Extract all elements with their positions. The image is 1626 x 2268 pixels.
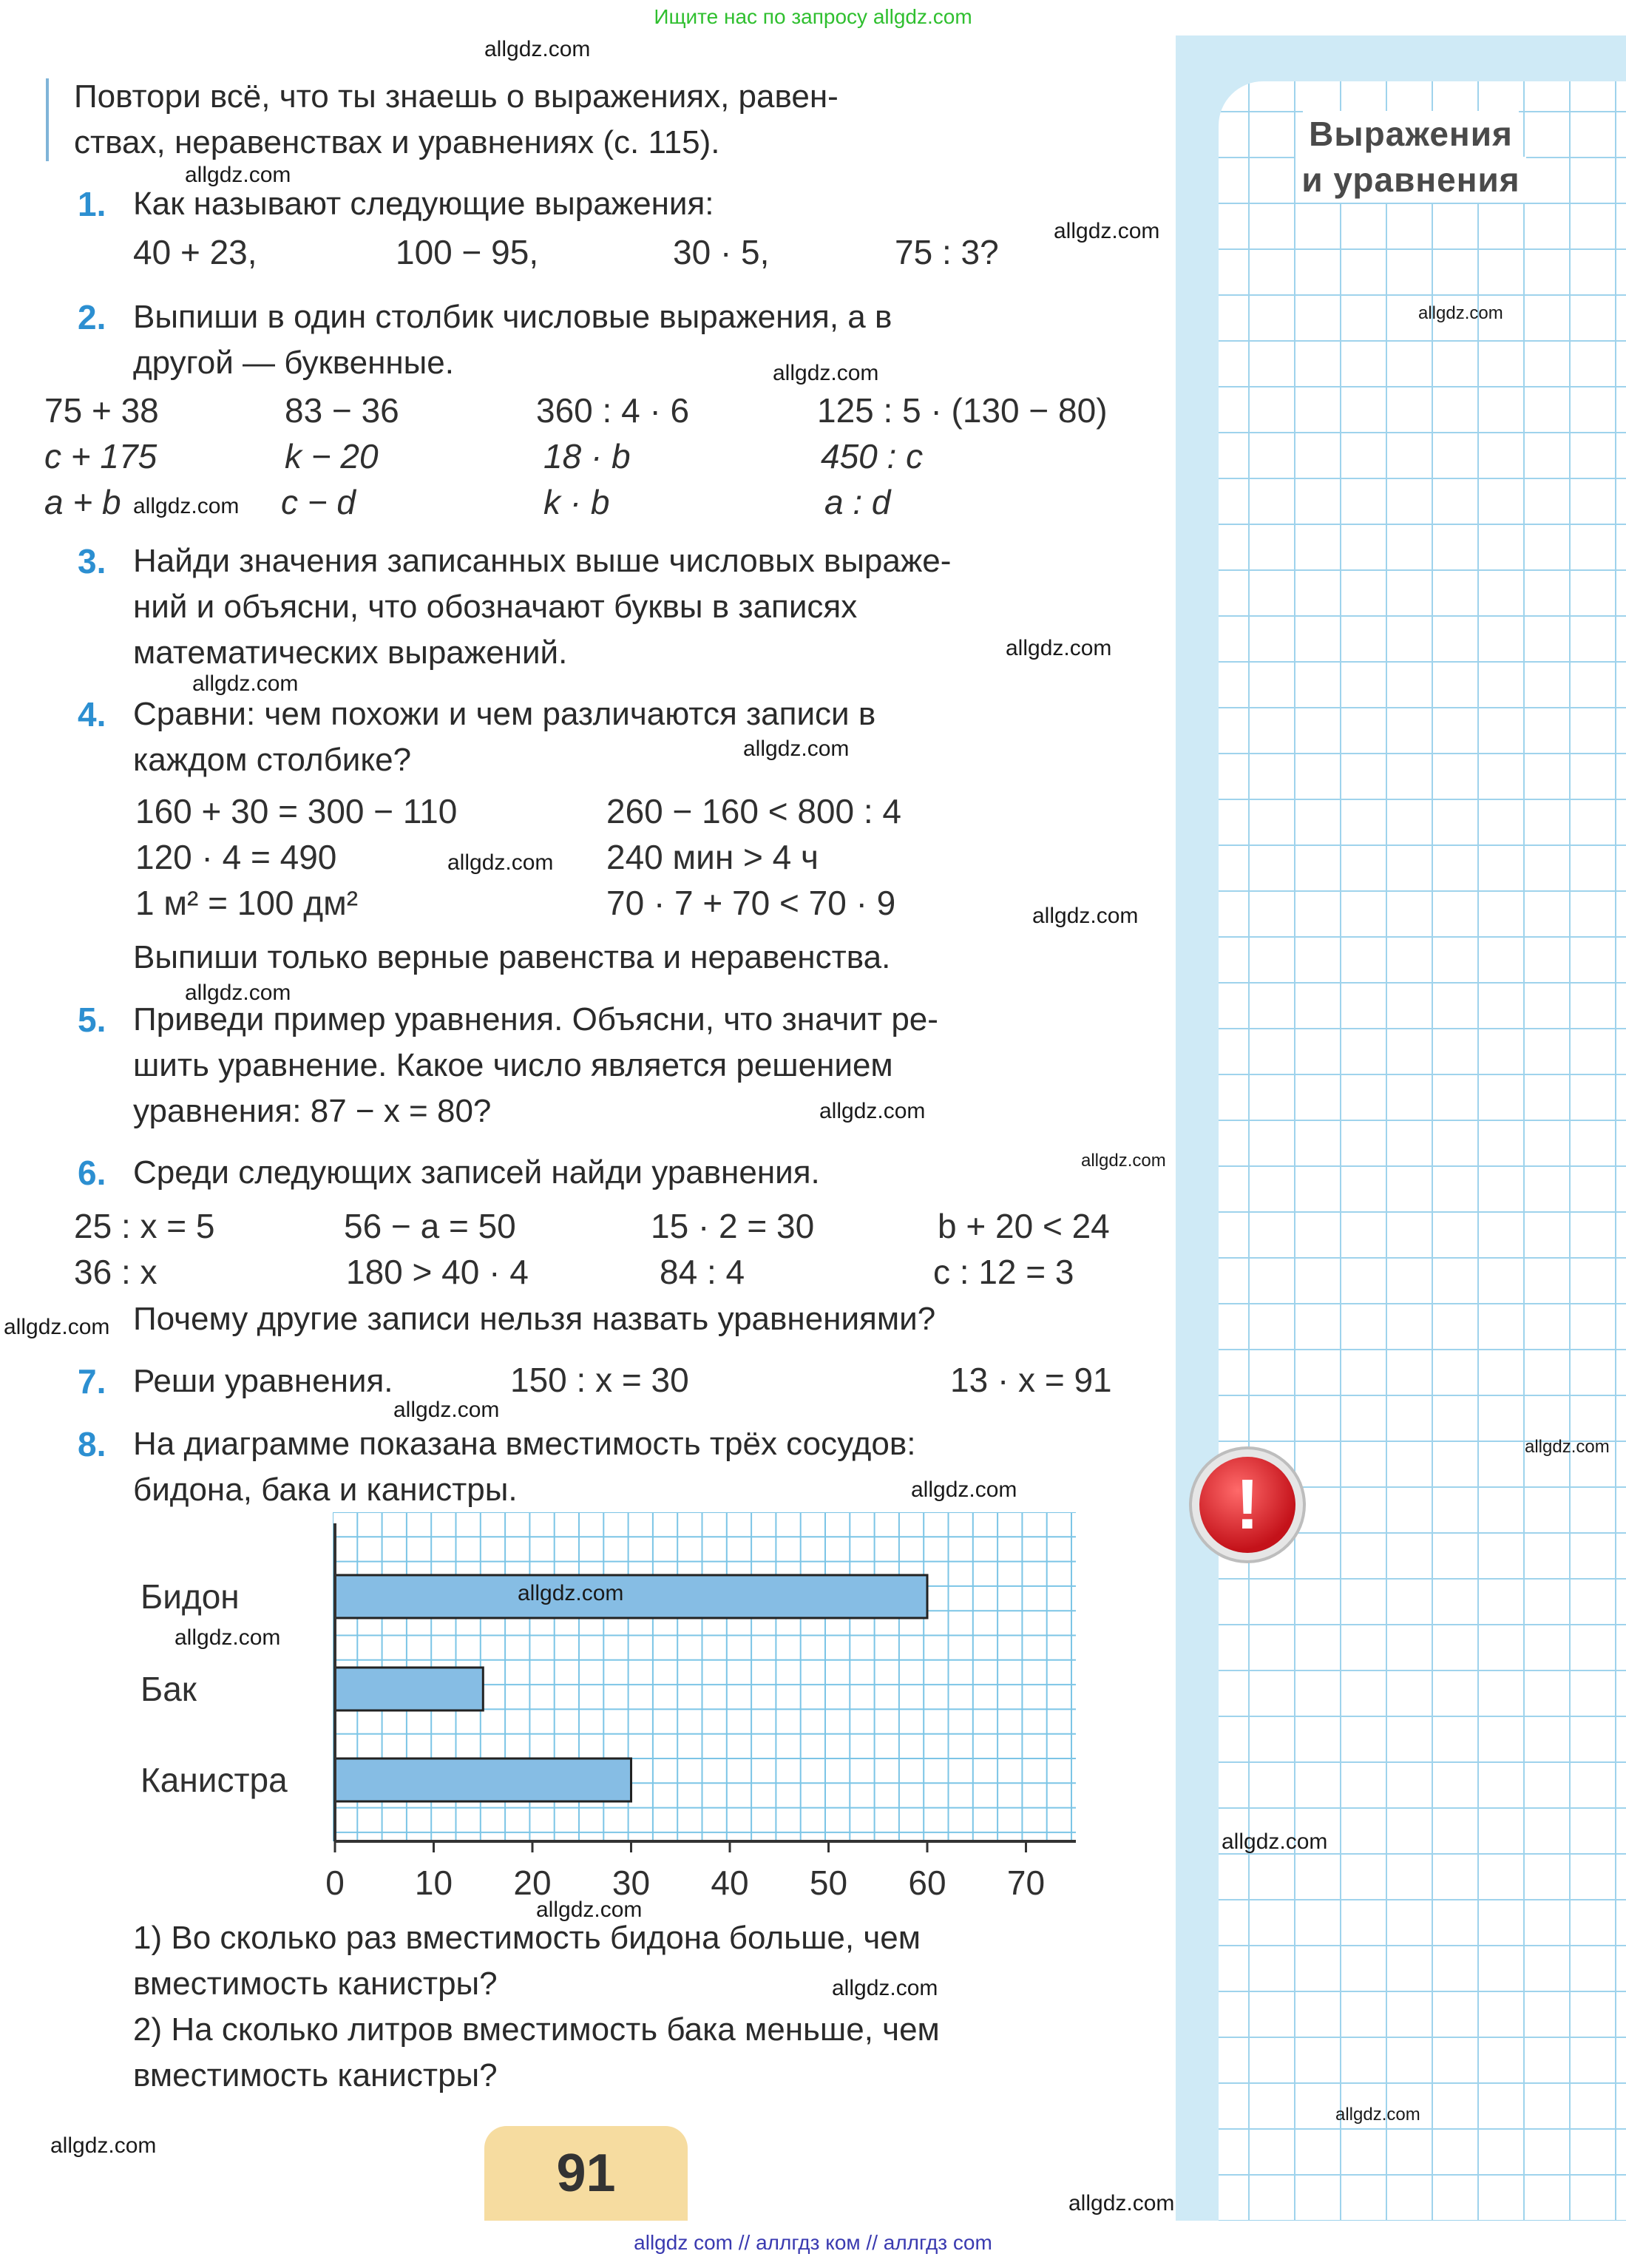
- task-text-line1: Выпиши в один столбик числовые выражения, а в: [133, 299, 892, 335]
- watermark: allgdz.com: [447, 850, 554, 875]
- comparison: 260 − 160 < 800 : 4: [606, 792, 902, 830]
- comparison: 240 мин > 4 ч: [606, 838, 819, 876]
- task-text-line1: Найди значения записанных выше числовых выраже-: [133, 543, 952, 579]
- watermark: allgdz.com: [133, 494, 240, 518]
- page-number: 91: [484, 2126, 688, 2230]
- top-banner: Ищите нас по запросу allgdz.com: [0, 0, 1626, 35]
- task-number: 2.: [78, 298, 106, 336]
- x-tick-label: 0: [325, 1864, 345, 1902]
- task-number: 4.: [78, 695, 106, 734]
- watermark: allgdz.com: [1032, 904, 1139, 928]
- section-title-line1: Выражения: [1303, 111, 1519, 157]
- x-tick-label: 70: [1006, 1864, 1046, 1902]
- capacity-bar-chart: [333, 1512, 1076, 1864]
- watermark: allgdz.com: [1525, 1437, 1610, 1457]
- expr: 40 + 23,: [133, 233, 257, 271]
- warning-symbol: !: [1236, 1465, 1259, 1544]
- expr: a + b: [44, 483, 121, 521]
- watermark: allgdz.com: [911, 1477, 1017, 1502]
- question-2-line2: вместимость канистры?: [133, 2057, 498, 2093]
- expr: 360 : 4 · 6: [536, 391, 690, 430]
- watermark: allgdz.com: [4, 1315, 110, 1339]
- expr: 83 − 36: [285, 391, 399, 430]
- expr: k − 20: [285, 437, 379, 475]
- equation: 13 · x = 91: [950, 1361, 1112, 1399]
- section-title-line2: и уравнения: [1295, 157, 1525, 203]
- watermark: allgdz.com: [1068, 2191, 1175, 2215]
- watermark: allgdz.com: [393, 1398, 500, 1422]
- task-text-line1: Сравни: чем похожи и чем различаются записи в: [133, 696, 876, 732]
- task-text: Среди следующих записей найди уравнения.: [133, 1154, 820, 1191]
- bar-1: [335, 1575, 927, 1618]
- record: 25 : x = 5: [74, 1207, 215, 1245]
- equation: 150 : x = 30: [510, 1361, 689, 1399]
- watermark: allgdz.com: [1054, 219, 1160, 243]
- expr: 75 + 38: [44, 391, 159, 430]
- watermark: allgdz.com: [185, 163, 291, 187]
- x-tick-label: 50: [809, 1864, 848, 1902]
- question-2-line1: 2) На сколько литров вместимость бака меньше, чем: [133, 2011, 940, 2048]
- bar-3: [335, 1758, 631, 1801]
- watermark: allgdz.com: [484, 37, 591, 61]
- expr: 125 : 5 · (130 − 80): [817, 391, 1108, 430]
- watermark: allgdz.com: [1335, 2105, 1420, 2125]
- question-1-line2: вместимость канистры?: [133, 1966, 498, 2002]
- watermark: allgdz.com: [518, 1581, 624, 1605]
- watermark: allgdz.com: [50, 2133, 157, 2158]
- task-text-line1: На диаграмме показана вместимость трёх сосудов:: [133, 1426, 916, 1462]
- watermark: allgdz.com: [185, 981, 291, 1005]
- category-label: Бидон: [140, 1577, 240, 1616]
- task-number: 5.: [78, 1001, 106, 1039]
- record: 180 > 40 · 4: [346, 1253, 529, 1291]
- expr: 75 : 3?: [895, 233, 999, 271]
- expr: c − d: [281, 483, 356, 521]
- x-tick-label: 20: [513, 1864, 552, 1902]
- watermark: allgdz.com: [773, 361, 879, 385]
- task-text-line2: шить уравнение. Какое число является решением: [133, 1047, 893, 1083]
- expr: 450 : c: [821, 437, 924, 475]
- question-1-line1: 1) Во сколько раз вместимость бидона больше, чем: [133, 1920, 921, 1956]
- expr: 100 − 95,: [396, 233, 539, 271]
- task-text-line2: бидона, бака и канистры.: [133, 1472, 518, 1508]
- comparison: 1 м² = 100 дм²: [135, 884, 359, 922]
- bar-2: [335, 1668, 483, 1710]
- intro-line1: Повтори всё, что ты знаешь о выражениях, равен-: [74, 78, 839, 115]
- watermark: allgdz.com: [192, 671, 299, 696]
- x-tick-label: 30: [612, 1864, 651, 1902]
- expr: 18 · b: [543, 437, 631, 475]
- watermark: allgdz.com: [819, 1099, 926, 1123]
- task-number: 7.: [78, 1362, 106, 1401]
- task-text: Как называют следующие выражения:: [133, 186, 714, 222]
- task-text-line3: математических выражений.: [133, 634, 568, 671]
- bottom-banner: allgdz com // аллгдз ком // аллгдз com: [0, 2221, 1626, 2268]
- chart-bars: [335, 1575, 927, 1801]
- task-text-line1: Приведи пример уравнения. Объясни, что значит ре-: [133, 1001, 938, 1037]
- record: 15 · 2 = 30: [651, 1207, 815, 1245]
- side-grid: [1219, 81, 1626, 2221]
- task-6-footer: Почему другие записи нельзя назвать уравнениями?: [133, 1301, 936, 1337]
- x-tick-label: 10: [414, 1864, 453, 1902]
- task-text-line3: уравнения: 87 − x = 80?: [133, 1093, 492, 1129]
- section-title: [1219, 111, 1603, 203]
- watermark: allgdz.com: [1418, 303, 1503, 323]
- task-text: Реши уравнения.: [133, 1363, 393, 1399]
- watermark: allgdz.com: [743, 737, 850, 761]
- x-tick-label: 40: [711, 1864, 749, 1902]
- expr: 30 · 5,: [673, 233, 770, 271]
- task-number: 3.: [78, 542, 106, 580]
- expr: c + 175: [44, 437, 157, 475]
- task-text-line2: каждом столбике?: [133, 742, 412, 778]
- comparison: 70 · 7 + 70 < 70 · 9: [606, 884, 896, 922]
- watermark: allgdz.com: [175, 1625, 281, 1650]
- comparison: 120 · 4 = 490: [135, 838, 337, 876]
- watermark: allgdz.com: [1222, 1829, 1328, 1854]
- task-text-line2: другой — буквенные.: [133, 345, 454, 381]
- task-number: 8.: [78, 1425, 106, 1463]
- category-label: Бак: [140, 1670, 197, 1708]
- watermark: allgdz.com: [832, 1976, 938, 2000]
- expr: a : d: [824, 483, 891, 521]
- expr: k · b: [543, 483, 610, 521]
- comparison: 160 + 30 = 300 − 110: [135, 792, 458, 830]
- category-label: Канистра: [140, 1761, 288, 1799]
- task-number: 6.: [78, 1154, 106, 1192]
- intro-bar: [46, 78, 49, 161]
- record: 84 : 4: [660, 1253, 745, 1291]
- task-text-line2: ний и объясни, что обозначают буквы в записях: [133, 589, 858, 625]
- record: c : 12 = 3: [933, 1253, 1074, 1291]
- record: b + 20 < 24: [938, 1207, 1110, 1245]
- task-number: 1.: [78, 185, 106, 223]
- record: 36 : x: [74, 1253, 157, 1291]
- watermark: allgdz.com: [1081, 1151, 1166, 1171]
- record: 56 − a = 50: [344, 1207, 516, 1245]
- x-tick-label: 60: [908, 1864, 946, 1902]
- warning-icon: [1199, 1457, 1295, 1553]
- watermark: allgdz.com: [1006, 636, 1112, 660]
- watermark: allgdz.com: [536, 1898, 643, 1922]
- intro-line2: ствах, неравенствах и уравнениях (с. 115).: [74, 124, 720, 160]
- task-4-footer: Выпиши только верные равенства и неравенства.: [133, 939, 891, 975]
